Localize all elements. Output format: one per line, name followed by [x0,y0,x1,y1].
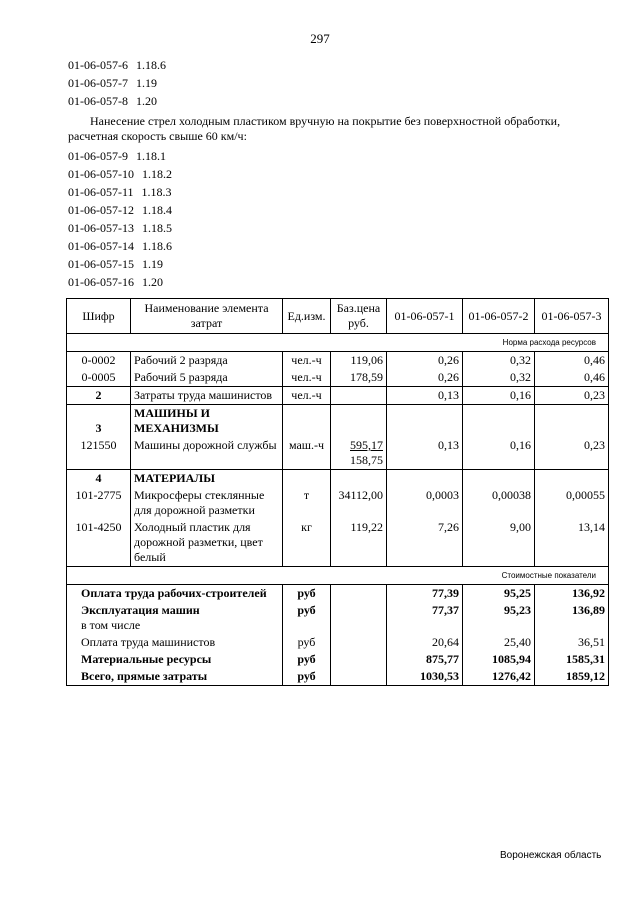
cell-empty [535,405,609,438]
cell-name: Машины дорожной службы [131,437,283,470]
cost-row [67,585,609,603]
item-ref: 1.18.6 [136,58,166,72]
cost-name: Всего, прямые затраты [67,668,283,686]
cost-row [67,651,609,668]
cell-empty [331,470,387,488]
table-row [67,487,609,519]
cell-v1: 0,26 [387,369,463,387]
item-ref: 1.19 [142,257,163,271]
cost-v3: 1585,31 [535,651,609,668]
item-code: 01-06-057-14 [68,239,134,253]
item-ref: 1.20 [136,94,157,108]
cell-empty [387,405,463,438]
table-row [67,369,609,387]
cost-v2: 25,40 [463,634,535,651]
cost-name [67,602,283,634]
list-item [68,255,608,273]
cell-empty [283,405,331,438]
cell-name: Микросферы стеклянные для дорожной разметки [131,487,283,519]
codes-top-list [68,56,608,110]
header-code: Шифр [67,299,131,334]
cell-empty [283,470,331,488]
cell-v3: 0,23 [535,437,609,470]
item-code: 01-06-057-16 [68,275,134,289]
list-item [68,147,608,165]
cost-name: Материальные ресурсы [67,651,283,668]
codes-bottom-list [68,147,608,291]
header-unit: Ед.изм. [283,299,331,334]
cell-empty [331,651,387,668]
cost-unit: руб [283,651,331,668]
cell-empty [331,668,387,686]
cost-unit: руб [283,668,331,686]
table-row [67,519,609,567]
cell-v2: 0,00038 [463,487,535,519]
cost-v1: 77,39 [387,585,463,603]
page-number: 297 [310,31,330,46]
resource-norms-table [66,298,609,686]
cost-unit: руб [283,634,331,651]
cell-v2: 0,16 [463,387,535,405]
cell-v3: 0,46 [535,352,609,370]
table-row [67,387,609,405]
cost-v1: 20,64 [387,634,463,651]
cell-price: 119,22 [331,519,387,567]
header-col1: 01-06-057-1 [387,299,463,334]
cell-price: 119,06 [331,352,387,370]
cost-section-row [67,567,609,585]
item-ref: 1.18.3 [141,185,172,199]
cost-v3: 136,89 [535,602,609,634]
cell-empty [387,470,463,488]
list-item [68,219,608,237]
item-ref: 1.18.6 [142,239,172,253]
item-code: 01-06-057-7 [68,76,128,90]
list-item [68,165,608,183]
cell-code: 3 [67,405,131,438]
list-item [68,273,608,291]
table-header-row [67,299,609,334]
description-paragraph: Нанесение стрел холодным пластиком вручную на покрытие без поверхностной обработки, расчетная скорость свыше 60 км/ч: [68,114,561,143]
list-item [68,201,608,219]
item-code: 01-06-057-10 [68,167,134,181]
cell-name: Рабочий 2 разряда [131,352,283,370]
cost-row [67,668,609,686]
cost-v2: 1085,94 [463,651,535,668]
cell-unit: т [283,487,331,519]
norm-section-label: Норма расхода ресурсов [67,334,609,352]
cell-unit: маш.-ч [283,437,331,470]
cell-v1: 0,0003 [387,487,463,519]
cell-v1: 7,26 [387,519,463,567]
price-main: 595,17 [350,438,383,452]
price-secondary: 158,75 [350,453,383,467]
cost-v3: 1859,12 [535,668,609,686]
cell-v3: 13,14 [535,519,609,567]
item-ref: 1.18.1 [136,149,166,163]
table-row [67,405,609,438]
item-code: 01-06-057-13 [68,221,134,235]
cost-v2: 95,23 [463,602,535,634]
item-ref: 1.18.2 [142,167,172,181]
cost-v3: 136,92 [535,585,609,603]
cell-code: 0-0002 [67,352,131,370]
cell-name: Рабочий 5 разряда [131,369,283,387]
cost-row [67,602,609,634]
cell-price: 178,59 [331,369,387,387]
cell-v3: 0,00055 [535,487,609,519]
cost-v1: 875,77 [387,651,463,668]
cell-v3: 0,23 [535,387,609,405]
cost-v1: 77,37 [387,602,463,634]
cost-name: Оплата труда рабочих-строителей [67,585,283,603]
table-row [67,352,609,370]
cell-unit: чел.-ч [283,352,331,370]
list-item [68,92,608,110]
cost-v1: 1030,53 [387,668,463,686]
cell-v2: 0,32 [463,369,535,387]
item-code: 01-06-057-6 [68,58,128,72]
cell-code: 4 [67,470,131,488]
header-price: Баз.цена руб. [331,299,387,334]
item-code: 01-06-057-9 [68,149,128,163]
cell-name: Затраты труда машинистов [131,387,283,405]
item-ref: 1.19 [136,76,157,90]
list-item [68,237,608,255]
cell-empty [535,470,609,488]
norm-section-row [67,334,609,352]
cell-v2: 0,16 [463,437,535,470]
item-code: 01-06-057-11 [68,185,134,199]
header-col2: 01-06-057-2 [463,299,535,334]
cell-empty [463,405,535,438]
cost-unit: руб [283,602,331,634]
cell-price: 34112,00 [331,487,387,519]
cell-code: 2 [67,387,131,405]
item-ref: 1.18.4 [142,203,172,217]
cell-code: 121550 [67,437,131,470]
cell-price [331,387,387,405]
cell-empty [331,634,387,651]
cell-v2: 9,00 [463,519,535,567]
cost-section-label: Стоимостные показатели [67,567,609,585]
header-col3: 01-06-057-3 [535,299,609,334]
list-item [68,74,608,92]
cost-v2: 1276,42 [463,668,535,686]
cell-empty [331,602,387,634]
cell-unit: чел.-ч [283,369,331,387]
list-item [68,56,608,74]
cost-v2: 95,25 [463,585,535,603]
cell-code: 101-2775 [67,487,131,519]
list-item [68,183,608,201]
cell-price [331,437,387,470]
item-ref: 1.20 [142,275,163,289]
cell-name: МАШИНЫ И МЕХАНИЗМЫ [131,405,283,438]
header-name: Наименование элемента затрат [131,299,283,334]
table-row [67,437,609,470]
item-ref: 1.18.5 [142,221,172,235]
cost-row [67,634,609,651]
cell-v1: 0,13 [387,437,463,470]
cell-code: 0-0005 [67,369,131,387]
cell-unit: чел.-ч [283,387,331,405]
cell-code: 101-4250 [67,519,131,567]
cost-unit: руб [283,585,331,603]
cost-name-sub: в том числе [81,618,141,632]
cell-name: Холодный пластик для дорожной разметки, цвет белый [131,519,283,567]
cell-empty [331,585,387,603]
page-footer: Воронежская область [500,850,602,861]
item-code: 01-06-057-15 [68,257,134,271]
item-code: 01-06-057-8 [68,94,128,108]
cell-v1: 0,26 [387,352,463,370]
cost-v3: 36,51 [535,634,609,651]
cell-name: МАТЕРИАЛЫ [131,470,283,488]
cell-empty [463,470,535,488]
table-row [67,470,609,488]
cell-empty [331,405,387,438]
cell-v2: 0,32 [463,352,535,370]
cell-unit: кг [283,519,331,567]
cost-name: Оплата труда машинистов [67,634,283,651]
cell-v3: 0,46 [535,369,609,387]
item-code: 01-06-057-12 [68,203,134,217]
cell-v1: 0,13 [387,387,463,405]
cost-name-main: Эксплуатация машин [81,603,200,617]
